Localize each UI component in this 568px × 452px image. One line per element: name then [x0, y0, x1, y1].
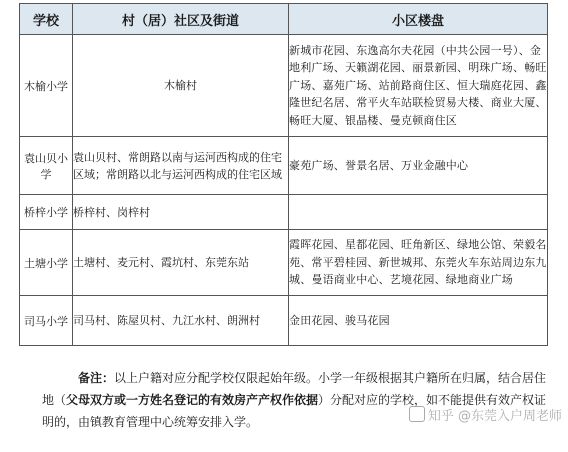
remark-text-bold: 父母双方或一方姓名登记的有效房产产权作依据 — [66, 393, 319, 407]
table-row — [20, 137, 548, 195]
village-cell: 土塘村、麦元村、霞坑村、东莞东站 — [73, 230, 289, 296]
estate-cell — [289, 195, 548, 230]
school-cell: 司马小学 — [20, 296, 73, 346]
estate-cell: 豪苑广场、誉景名居、万业金融中心 — [289, 137, 548, 195]
watermark — [409, 405, 562, 424]
village-cell: 袁山贝村、常朗路以南与运河西构成的住宅区域；常朗路以北与运河西构成的住宅区域 — [73, 137, 289, 195]
school-zone-table — [19, 3, 548, 346]
estate-cell: 金田花园、骏马花园 — [289, 296, 548, 346]
table-row — [20, 35, 548, 137]
remark-text-part2: ）分配对应的学校，如不能提供有效产权证明的，由镇教育管理中心统筹安排入学。 — [42, 393, 547, 429]
table-row — [20, 230, 548, 296]
school-cell: 袁山贝小学 — [20, 137, 73, 195]
table-header-row — [20, 4, 548, 35]
village-cell: 木榆村 — [73, 35, 289, 137]
estate-cell: 新城市花园、东逸高尔夫花园（中共公园一号）、金地利广场、天籁湖花园、丽景新园、明珠广场、畅旺广场、嘉苑广场、站前路商住区、恒大瑞庭花园、鑫隆世纪名居、常平火车站联检贸易大楼、商业大厦、畅旺大厦、银晶楼、曼克顿商住区 — [289, 35, 548, 137]
table-row — [20, 296, 548, 346]
header-estate: 小区楼盘 — [289, 4, 548, 35]
table-row — [20, 195, 548, 230]
remark-label: 备注： — [78, 371, 115, 385]
estate-cell: 霞晖花园、星都花园、旺角新区、绿地公馆、荣毅名苑、常平碧桂园、新世城邦、东莞火车东站周边东九城、曼语商业中心、艺境花园、绿地商业广场 — [289, 230, 548, 296]
school-cell: 桥梓小学 — [20, 195, 73, 230]
watermark-text: 知乎 @东莞入户周老师 — [427, 409, 562, 424]
village-cell: 司马村、陈屋贝村、九江水村、朗洲村 — [73, 296, 289, 346]
remark-text-part1: 以上户籍对应分配学校仅限起始年级。小学一年级根据其户籍所在归属，结合居住地（ — [42, 371, 547, 407]
header-village: 村（居）社区及街道 — [73, 4, 289, 35]
village-cell: 桥梓村、岗梓村 — [73, 195, 289, 230]
header-school: 学校 — [20, 4, 73, 35]
school-cell: 木榆小学 — [20, 35, 73, 137]
school-cell: 土塘小学 — [20, 230, 73, 296]
zhihu-logo-icon — [409, 406, 425, 422]
